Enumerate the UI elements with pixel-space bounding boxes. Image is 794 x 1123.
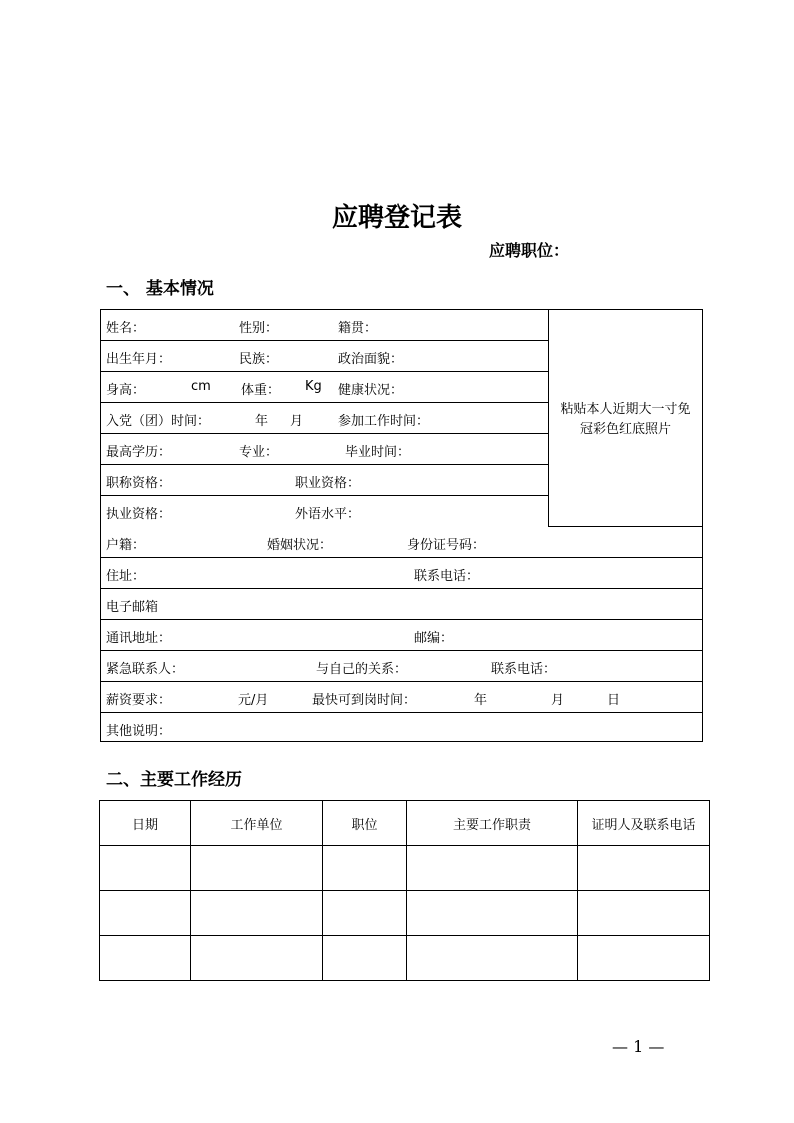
table-cell[interactable]	[191, 891, 323, 936]
section-basic-info-heading: 一、 基本情况	[106, 279, 214, 299]
party-year: 年	[255, 414, 269, 429]
start-day: 日	[607, 693, 621, 708]
yuan-month-unit: 元/月	[238, 693, 269, 708]
email-label: 电子邮箱	[106, 600, 159, 615]
political-label: 政治面貌：	[338, 352, 404, 367]
table-row	[100, 891, 710, 936]
ethnicity-label: 民族：	[239, 352, 279, 367]
work-history-table	[99, 800, 710, 981]
table-cell[interactable]	[407, 891, 578, 936]
row-birth	[101, 341, 548, 372]
job-qual-label: 职业资格：	[295, 476, 361, 491]
work-start-label: 参加工作时间：	[338, 414, 430, 429]
table-cell[interactable]	[191, 846, 323, 891]
kg-unit: Kg	[305, 379, 322, 394]
relation-label: 与自己的关系：	[316, 662, 408, 677]
hukou-label: 户籍：	[106, 538, 146, 553]
photo-instruction: 粘贴本人近期大一寸免冠彩色红底照片	[560, 402, 691, 437]
marital-label: 婚姻状况：	[267, 538, 333, 553]
photo-cell	[548, 310, 702, 527]
party-month: 月	[290, 414, 304, 429]
license-label: 执业资格：	[106, 507, 172, 522]
row-party	[101, 403, 548, 434]
start-year: 年	[474, 693, 488, 708]
table-cell[interactable]	[578, 846, 710, 891]
table-cell[interactable]	[407, 936, 578, 981]
table-cell[interactable]	[100, 936, 191, 981]
address-label: 住址：	[106, 569, 146, 584]
height-label: 身高：	[106, 383, 146, 398]
earliest-label: 最快可到岗时间：	[312, 693, 417, 708]
mail-address-label: 通讯地址：	[106, 631, 172, 646]
row-name	[101, 310, 548, 341]
grad-time-label: 毕业时间：	[345, 445, 411, 460]
postcode-label: 邮编：	[414, 631, 454, 646]
title-qual-label: 职称资格：	[106, 476, 172, 491]
table-cell[interactable]	[578, 936, 710, 981]
table-row	[100, 936, 710, 981]
header-duties: 主要工作职责	[407, 801, 578, 846]
education-label: 最高学历：	[106, 445, 172, 460]
weight-label: 体重：	[241, 383, 281, 398]
row-education	[101, 434, 548, 465]
emergency-label: 紧急联系人：	[106, 662, 185, 677]
row-mail-address	[101, 620, 702, 651]
table-cell[interactable]	[323, 891, 407, 936]
header-date: 日期	[100, 801, 191, 846]
id-number-label: 身份证号码：	[407, 538, 486, 553]
applied-position-label: 应聘职位：	[489, 241, 570, 260]
other-label: 其他说明：	[106, 724, 172, 739]
row-other	[101, 713, 702, 744]
table-cell[interactable]	[323, 846, 407, 891]
page-title: 应聘登记表	[331, 203, 462, 233]
party-label: 入党（团）时间：	[106, 414, 211, 429]
salary-label: 薪资要求：	[106, 693, 172, 708]
section-work-history-heading: 二、主要工作经历	[106, 770, 242, 790]
birth-label: 出生年月：	[106, 352, 172, 367]
row-address	[101, 558, 702, 589]
header-position: 职位	[323, 801, 407, 846]
table-header-row	[100, 801, 710, 846]
row-salary	[101, 682, 702, 713]
row-emergency	[101, 651, 702, 682]
native-place-label: 籍贯：	[338, 321, 378, 336]
table-cell[interactable]	[323, 936, 407, 981]
header-reference: 证明人及联系电话	[578, 801, 710, 846]
basic-info-table	[100, 309, 703, 742]
row-title-qual	[101, 465, 548, 496]
start-month: 月	[551, 693, 565, 708]
cm-unit: cm	[191, 379, 211, 394]
table-row	[100, 846, 710, 891]
phone-label: 联系电话：	[414, 569, 480, 584]
row-license	[101, 496, 548, 527]
table-cell[interactable]	[100, 846, 191, 891]
gender-label: 性别：	[239, 321, 279, 336]
language-label: 外语水平：	[295, 507, 361, 522]
row-email	[101, 589, 702, 620]
table-cell[interactable]	[407, 846, 578, 891]
table-cell[interactable]	[100, 891, 191, 936]
table-cell[interactable]	[578, 891, 710, 936]
major-label: 专业：	[239, 445, 279, 460]
table-cell[interactable]	[191, 936, 323, 981]
name-label: 姓名：	[106, 321, 146, 336]
row-hukou	[101, 527, 702, 558]
header-employer: 工作单位	[191, 801, 323, 846]
health-label: 健康状况：	[338, 383, 404, 398]
row-height	[101, 372, 548, 403]
emergency-phone-label: 联系电话：	[491, 662, 557, 677]
page-number: — 1 —	[612, 1037, 665, 1056]
